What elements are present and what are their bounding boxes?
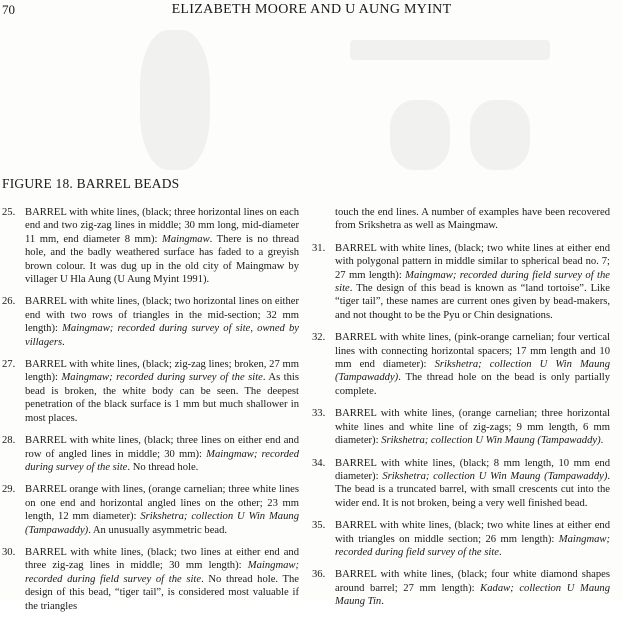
catalogue-entry	[2, 546, 299, 613]
entry-text	[25, 483, 299, 537]
entry-provenance: Maingmaw; recorded during field survey of the site	[335, 269, 610, 295]
entry-provenance: Maingmaw; recorded during field survey of the site	[335, 533, 610, 558]
entry-description: BARREL with white lines, (black; four white diamond shapes around barrel; 27 mm length):	[335, 569, 610, 594]
entry-provenance: Maingmaw	[162, 233, 210, 245]
entry-number: 34.	[312, 457, 326, 469]
catalogue-entry	[2, 434, 299, 474]
show-through-bead-image	[140, 30, 210, 170]
entry-text	[335, 206, 610, 233]
catalogue-entry	[312, 331, 610, 398]
entry-text	[25, 206, 299, 286]
entry-number: 31.	[312, 242, 326, 254]
entry-text	[25, 434, 299, 474]
entry-text	[25, 358, 299, 425]
entry-description: BARREL with white lines, (orange carnelian; three horizontal white lines and white line of zig-zags; 9 mm length, 6 mm diameter):	[335, 408, 610, 447]
entry-description: BARREL with white lines, (black; three horizontal lines on each end and two zig-zag lines in middle; 30 mm long, mid-diameter 11 mm, end diameter 8 mm):	[25, 207, 299, 245]
entry-description: BARREL with white lines, (black; two lines at either end and three zig-zag lines in middle; 30 mm length):	[25, 546, 299, 572]
catalogue-entry	[312, 206, 610, 233]
entry-provenance: Maingmaw; recorded during survey of the site	[61, 372, 263, 384]
entry-description: . No thread hole. The design of this bead, “tiger tail”, is considered most valuable if the triangles	[25, 573, 299, 612]
entry-number: 26.	[2, 296, 16, 308]
right-column	[312, 206, 610, 618]
entry-description: . No thread hole.	[127, 461, 199, 473]
catalogue-entry	[312, 242, 610, 322]
entry-description: .	[381, 596, 384, 608]
entry-description: . The design of this bead is known as “land tortoise”. Like “tiger tail”, these names are current ones given by bead-makers, and not thought to be the Pyu or Chin designations.	[335, 283, 610, 321]
entry-text	[335, 331, 610, 398]
entry-number: 32.	[312, 332, 326, 344]
entry-description: BARREL with white lines, (black; 8 mm length, 10 mm end diameter):	[335, 457, 610, 482]
show-through-bead-image	[350, 40, 550, 60]
entry-description: . The bead is a truncated barrel, with small crescents cut into the wider end. It is not broken, being a very well finished bead.	[335, 470, 610, 509]
catalogue-entry	[312, 457, 610, 511]
entry-description: . The thread hole on the bead is only partially complete.	[335, 372, 610, 397]
entry-number: 28.	[2, 435, 16, 447]
entry-provenance: Srikshetra; collection U Win Maung (Tampawaddy)	[381, 435, 601, 447]
left-column	[2, 206, 299, 622]
entry-provenance: Maingmaw; recorded during survey of site, owned by villagers	[25, 323, 299, 348]
catalogue-entry	[2, 358, 299, 425]
entry-number: 35.	[312, 520, 326, 532]
entry-text	[335, 568, 610, 608]
entry-description: .	[62, 336, 65, 348]
entry-description: . An unusually asymmetric bead.	[88, 524, 228, 536]
show-through-bead-image	[390, 100, 450, 170]
entry-description: BARREL orange with lines, (orange carnelian; three white lines on one end and horizontal angled lines on the other; 23 mm length, 12 mm diameter):	[25, 484, 299, 523]
entry-provenance: Srikshetra; collection U Win Maung (Tampawaddy)	[335, 359, 610, 384]
running-head: ELIZABETH MOORE AND U AUNG MYINT	[171, 2, 452, 17]
figure-title: FIGURE 18. BARREL BEADS	[2, 176, 180, 191]
show-through-bead-image	[470, 100, 530, 170]
entry-description: .	[498, 546, 502, 558]
entry-text	[335, 407, 610, 447]
entry-provenance: Srikshetra; collection U Win Maung (Tampawaddy)	[25, 511, 299, 536]
entry-number: 27.	[2, 359, 16, 371]
entry-provenance: Srikshetra; collection U Win Maung (Tampawaddy)	[382, 470, 608, 482]
entry-description: BARREL with white lines, (black; two white lines at either end with polygonal pattern in middle similar to spherical bead no. 7; 27 mm length):	[335, 242, 610, 281]
entry-description: BARREL with white lines, (black; two horizontal lines on either end with two rows of triangles in the mid-section; 32 mm length):	[25, 296, 299, 335]
entry-text	[25, 546, 299, 613]
entry-text	[335, 457, 610, 511]
entry-number: 33.	[312, 408, 326, 420]
entry-number: 30.	[2, 546, 16, 558]
catalogue-entry	[312, 407, 610, 447]
catalogue-entry	[312, 519, 610, 559]
entry-provenance: Maingmaw; recorded during field survey of the site	[25, 560, 299, 585]
entry-description: BARREL with white lines, (pink-orange carnelian; four vertical lines with connecting horizontal spacers; 17 mm length and 10 mm end diameter):	[335, 332, 610, 371]
entry-description: touch the end lines. A number of examples have been recovered from Srikshetra as well as Maingmaw.	[335, 207, 610, 232]
entry-provenance: Maingmaw; recorded during survey of the site	[25, 448, 299, 473]
entry-description: BARREL with white lines, (black; two white lines at either end with triangles on middle section; 26 mm length):	[335, 520, 610, 545]
entry-text	[335, 519, 610, 559]
page-number: 70	[2, 2, 15, 17]
entry-text	[335, 242, 610, 322]
entry-description: BARREL with white lines, (black; three lines on either end and row of angled lines in middle; 30 mm):	[25, 435, 299, 460]
entry-description: .	[600, 435, 604, 447]
entry-description: . There is no thread hole, and the badly weathered surface has faded to a greyish brown colour. It was dug up in the old city of Maingmaw by villager U Hla Aung (U Aung Myint 1991).	[25, 233, 299, 286]
entry-text	[25, 295, 299, 349]
entry-description: . As this bead is broken, the white body can be seen. The deepest penetration of the black surface is 1 mm but much shallower in most places.	[25, 372, 299, 424]
entry-number: 25.	[2, 207, 16, 218]
entry-number: 36.	[312, 569, 326, 581]
catalogue-entry	[2, 483, 299, 537]
entry-description: BARREL with white lines, (black; zig-zag lines; broken, 27 mm length):	[25, 359, 299, 384]
catalogue-entry	[2, 295, 299, 349]
entry-provenance: Kadaw; collection U Maung Maung Tin	[335, 582, 611, 608]
catalogue-entry	[312, 568, 610, 608]
catalogue-entry	[2, 206, 299, 286]
entry-number: 29.	[2, 484, 16, 496]
